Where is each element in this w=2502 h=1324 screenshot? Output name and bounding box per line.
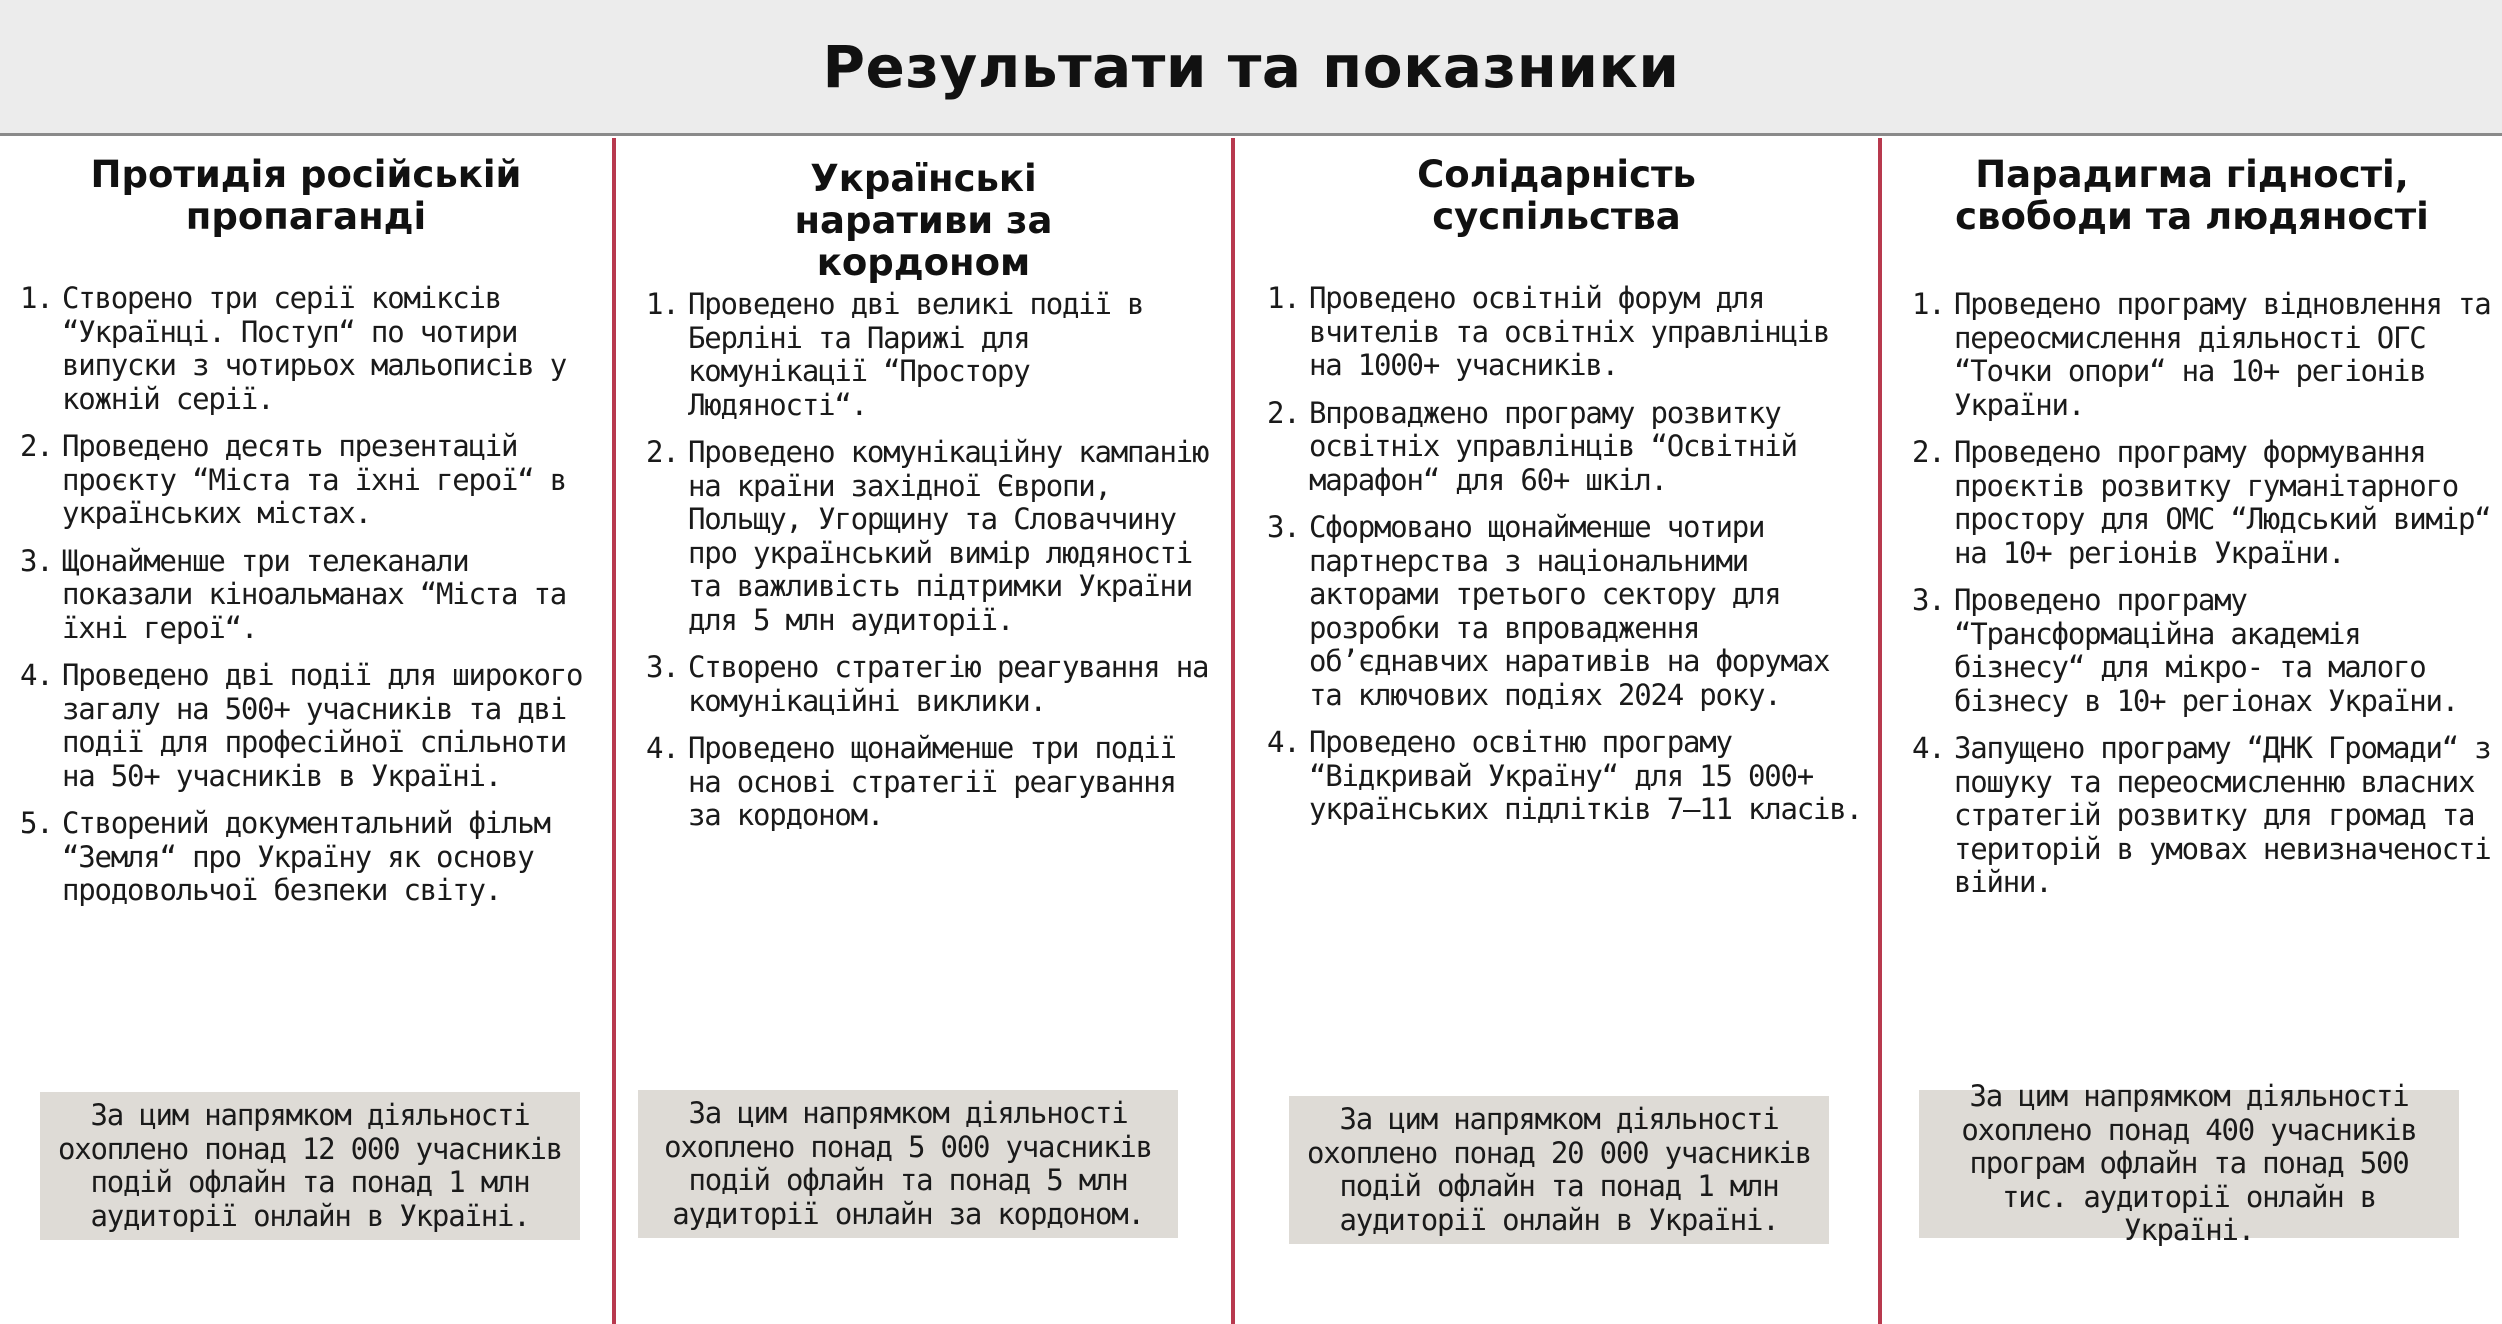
item-text: Проведено щонайменше три події на основі стратегії реагування за кордоном. [688,731,1176,832]
item-number: 3. [1267,510,1300,544]
results-list [20,282,602,922]
summary-box: За цим напрямком діяльності охоплено понад 12 000 учасників подій офлайн та понад 1 млн аудиторії онлайн в Україні. [40,1092,580,1240]
item-number: 4. [1267,725,1300,759]
summary-box: За цим напрямком діяльності охоплено понад 5 000 учасників подій офлайн та понад 5 млн аудиторії онлайн за кордоном. [638,1090,1178,1238]
list-item [20,282,602,416]
list-item [1267,726,1868,827]
item-text: Щонайменше три телеканали показали кіноальманах “Міста та їхні герої“. [62,543,567,645]
item-text: Проведено комунікаційну кампанію на країни західної Європи, Польщу, Угорщину та Словаччину про український вимір людяності та важливість підтримки України для 5 млн аудиторії. [688,435,1209,637]
results-list [1267,282,1868,841]
item-text: Проведено десять презентацій проєкту “Міста та їхні герої“ в українських містах. [62,429,567,530]
item-text: Впроваджено програму розвитку освітніх управлінців “Освітній марафон“ для 60+ шкіл. [1309,395,1797,497]
item-text: Запущено програму “ДНК Громади“ з пошуку та переосмисленню власних стратегій розвитку для громад та територій в умовах невизначеності війни. [1954,731,2491,899]
item-text: Сформовано щонайменше чотири партнерства з національними акторами третього сектору для розробки та впровадження об’єднавчих наративів на форумах та ключових подіях 2024 року. [1309,510,1830,712]
summary-box: За цим напрямком діяльності охоплено понад 20 000 учасників подій офлайн та понад 1 млн аудиторії онлайн в Україні. [1289,1096,1829,1244]
column-social-solidarity [1235,138,1878,1324]
item-number: 5. [20,806,53,840]
item-text: Створено стратегію реагування на комунікаційні виклики. [688,650,1209,718]
item-text: Проведено програму формування проєктів розвитку гуманітарного простору для ОМС “Людський вимір“ на 10+ регіонів України. [1954,435,2491,570]
list-item [20,430,602,531]
item-text: Проведено освітню програму “Відкривай Україну“ для 15 000+ українських підлітків 7–11 класів. [1309,725,1862,826]
item-text: Проведено освітній форум для вчителів та освітніх управлінців на 1000+ учасників. [1309,281,1830,382]
item-number: 4. [1912,731,1945,765]
column-title: Протидія російській пропаганді [90,153,522,238]
list-item [1912,584,2492,718]
column-title: Солідарність суспільства [1417,153,1696,238]
list-item [20,545,602,646]
list-item [1267,511,1868,712]
item-number: 2. [1267,395,1300,430]
list-item [1267,397,1868,498]
item-number: 3. [646,650,679,684]
summary-box: За цим напрямком діяльності охоплено понад 400 учасників програм офлайн та понад 500 тис. аудиторії онлайн в Україні. [1919,1090,2459,1238]
item-text: Проведено дві події для широкого загалу на 500+ учасників та дві події для професійної спільноти на 50+ учасників в Україні. [62,658,583,793]
item-number: 1. [1912,287,1945,321]
item-text: Проведено дві великі події в Берліні та Парижі для комунікації “Простору Людяності“. [688,287,1144,422]
column-narratives-abroad [616,138,1231,1324]
column-title: Парадигма гідності, свободи та людяності [1955,153,2429,238]
page-title: Результати та показники [822,32,1680,101]
item-text: Проведено програму відновлення та переосмислення діяльності ОГС “Точки опори“ на 10+ регіонів України. [1954,287,2491,422]
item-number: 4. [20,658,53,692]
item-text: Створено три серії коміксів “Українці. Поступ“ по чотири випуски з чотирьох мальописів у кожній серії. [62,281,567,416]
list-item [1267,282,1868,383]
item-number: 4. [646,731,679,765]
item-number: 2. [1912,435,1945,469]
header-bar [0,0,2502,136]
item-text: Створений документальний фільм “Земля“ про Україну як основу продовольчої безпеки світу. [62,806,550,907]
list-item [646,288,1221,422]
results-list [646,288,1221,847]
column-title: Українські наративи за кордоном [794,157,1053,284]
item-number: 1. [20,281,53,315]
item-number: 3. [1912,583,1945,617]
item-text: Проведено програму “Трансформаційна академія бізнесу“ для мікро- та малого бізнесу в 10+ регіонах України. [1954,583,2459,718]
list-item [646,651,1221,718]
item-number: 2. [20,429,53,463]
list-item [20,807,602,908]
list-item [646,732,1221,833]
list-item [1912,288,2492,422]
column-dignity-paradigm [1882,138,2502,1324]
item-number: 1. [1267,281,1300,315]
item-number: 1. [646,287,679,321]
item-number: 2. [646,435,679,469]
item-number: 3. [20,543,53,578]
list-item [20,659,602,793]
results-list [1912,288,2492,914]
column-counter-propaganda [0,138,612,1324]
list-item [1912,732,2492,900]
list-item [1912,436,2492,570]
list-item [646,436,1221,637]
